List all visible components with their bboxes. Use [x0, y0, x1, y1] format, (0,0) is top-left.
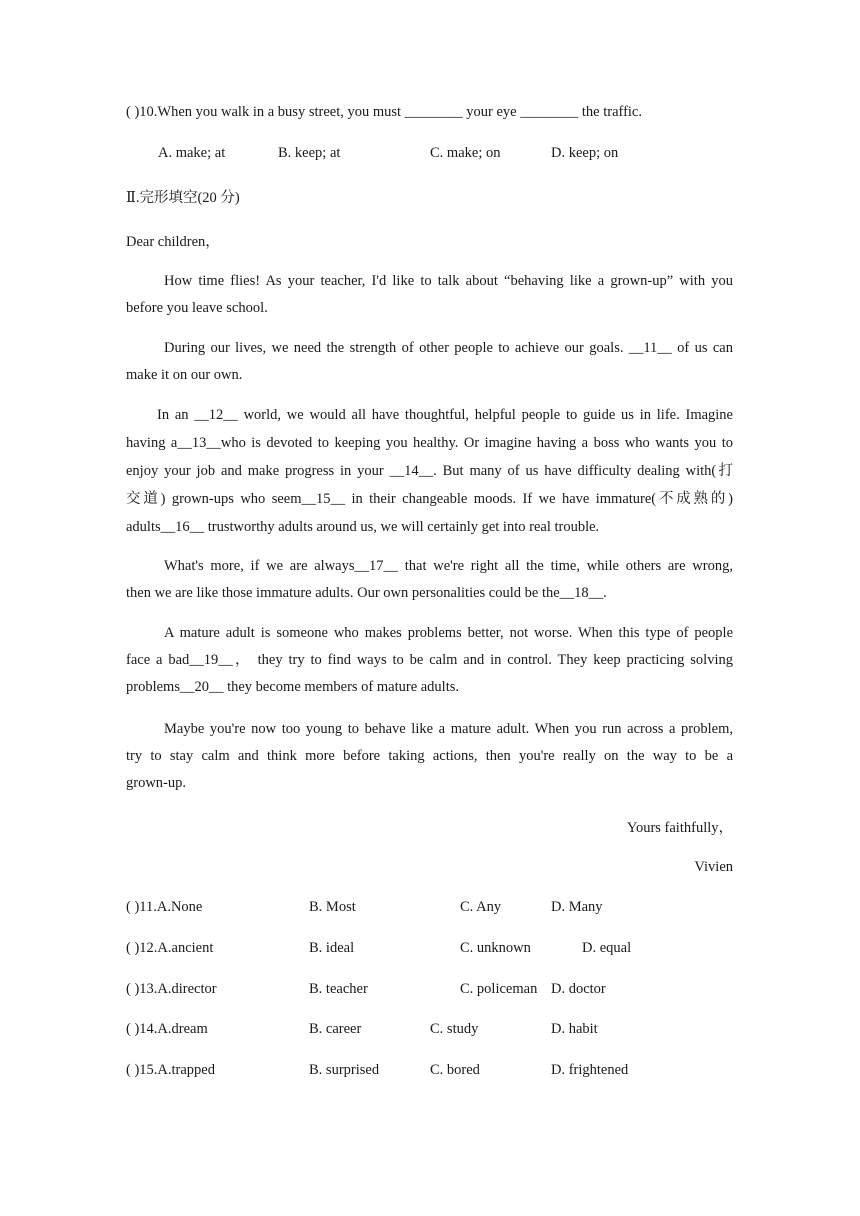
- question-14-option-c: C. study: [430, 1021, 479, 1037]
- paragraph-line: 交道) grown-ups who seem__15__ in their changeable moods. If we have immature(不成熟的): [126, 491, 733, 507]
- letter-paragraph-3: [126, 401, 733, 541]
- question-14-stem: ( )14.A.dream: [126, 1021, 208, 1037]
- question-15-option-d: D. frightened: [551, 1062, 629, 1078]
- question-12-option-b: B. ideal: [309, 940, 355, 956]
- question-15-option-b: B. surprised: [309, 1062, 380, 1078]
- question-10-option-a: A. make; at: [158, 145, 226, 161]
- letter-paragraph-2: [126, 335, 733, 389]
- paragraph-line: before you leave school.: [126, 300, 268, 316]
- question-10-option-c: C. make; on: [430, 145, 501, 161]
- paragraph-line: try to stay calm and think more before taking actions, then you're really on the way to be a: [126, 748, 733, 764]
- letter-signature: Vivien: [694, 859, 733, 875]
- paragraph-line: then we are like those immature adults. Our own personalities could be the__18__.: [126, 585, 607, 601]
- paragraph-line: In an __12__ world, we would all have thoughtful, helpful people to guide us in life. Imagine: [157, 407, 733, 423]
- paragraph-line: adults__16__ trustworthy adults around us, we will certainly get into real trouble.: [126, 519, 600, 535]
- question-14-option-b: B. career: [309, 1021, 362, 1037]
- paragraph-line: Maybe you're now too young to behave like a mature adult. When you run across a problem,: [164, 721, 733, 737]
- question-11-option-d: D. Many: [551, 899, 603, 915]
- paragraph-line: enjoy your job and make progress in your __14__. But many of us have difficulty dealing with(打: [126, 463, 733, 479]
- paragraph-line: During our lives, we need the strength of other people to achieve our goals. __11__ of us can: [164, 340, 733, 356]
- question-13-option-d: D. doctor: [551, 981, 606, 997]
- question-11-stem: ( )11.A.None: [126, 899, 203, 915]
- paragraph-line: problems__20__ they become members of mature adults.: [126, 679, 460, 695]
- question-12-stem: ( )12.A.ancient: [126, 940, 214, 956]
- question-15-stem: ( )15.A.trapped: [126, 1062, 215, 1078]
- question-14-option-d: D. habit: [551, 1021, 598, 1037]
- question-10-option-b: B. keep; at: [278, 145, 341, 161]
- paragraph-line: What's more, if we are always__17__ that we're right all the time, while others are wrong,: [164, 558, 733, 574]
- paragraph-line: having a__13__who is devoted to keeping you healthy. Or imagine having a boss who wants you to: [126, 435, 733, 451]
- letter-closing: Yours faithfully，: [626, 820, 733, 836]
- paragraph-line: make it on our own.: [126, 367, 243, 383]
- paragraph-line: grown-up.: [126, 775, 187, 791]
- paragraph-line: How time flies! As your teacher, I'd like to talk about “behaving like a grown-up” with you: [164, 273, 733, 289]
- question-13-stem: ( )13.A.director: [126, 981, 217, 997]
- question-10-option-d: D. keep; on: [551, 145, 619, 161]
- letter-paragraph-5: [126, 620, 733, 701]
- paragraph-line: A mature adult is someone who makes problems better, not worse. When this type of people: [164, 625, 733, 641]
- letter-paragraph-1: [126, 268, 733, 322]
- letter-paragraph-4: [126, 553, 733, 607]
- question-11-option-c: C. Any: [460, 899, 502, 915]
- question-13-option-c: C. policeman: [460, 981, 538, 997]
- question-12-option-d: D. equal: [582, 940, 632, 956]
- paragraph-line: face a bad__19__， they try to find ways to be calm and in control. They keep practicing solving: [126, 652, 733, 668]
- question-10-stem: ( )10.When you walk in a busy street, you must ________ your eye ________ the traffic.: [126, 104, 642, 120]
- letter-salutation: Dear children，: [126, 234, 220, 250]
- letter-paragraph-6: [126, 716, 733, 797]
- question-11-option-b: B. Most: [309, 899, 356, 915]
- section-title: Ⅱ.完形填空(20 分): [126, 190, 240, 206]
- question-12-option-c: C. unknown: [460, 940, 531, 956]
- question-15-option-c: C. bored: [430, 1062, 480, 1078]
- question-13-option-b: B. teacher: [309, 981, 368, 997]
